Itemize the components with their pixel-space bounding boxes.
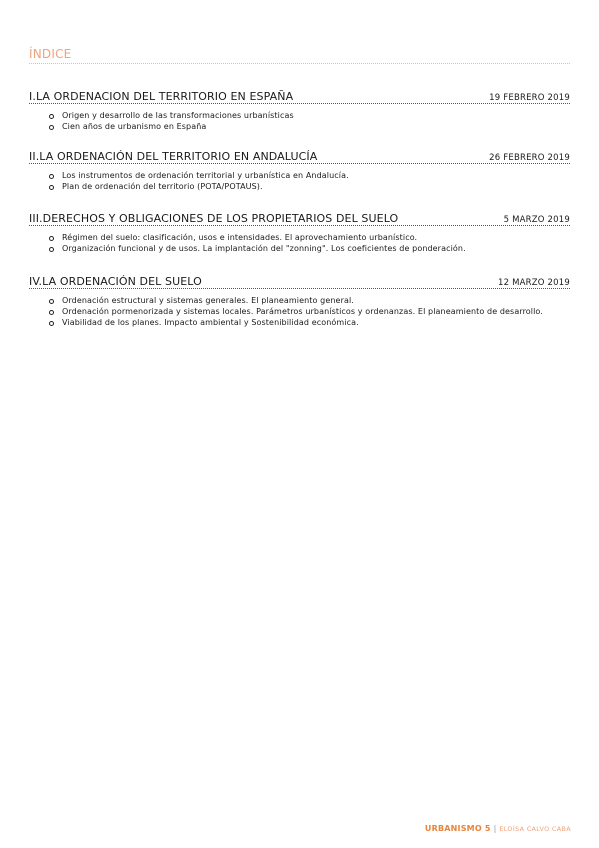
list-item: Cien años de urbanismo en España — [62, 121, 570, 132]
section-header — [29, 149, 570, 164]
page-footer — [425, 824, 571, 833]
section-3 — [29, 211, 570, 254]
list-item: Viabilidad de los planes. Impacto ambiental y Sostenibilidad económica. — [62, 317, 570, 328]
topic-list — [29, 170, 570, 192]
section-1 — [29, 89, 570, 132]
section-title: IV.LA ORDENACIÓN DEL SUELO — [29, 275, 202, 288]
section-date: 26 FEBRERO 2019 — [489, 153, 570, 163]
section-date: 19 FEBRERO 2019 — [489, 93, 570, 103]
topic-list — [29, 110, 570, 132]
list-item: Origen y desarrollo de las transformaciones urbanísticas — [62, 110, 570, 121]
list-item: Los instrumentos de ordenación territorial y urbanística en Andalucía. — [62, 170, 570, 181]
section-header — [29, 274, 570, 289]
list-item: Plan de ordenación del territorio (POTA/POTAUS). — [62, 181, 570, 192]
section-title: II.LA ORDENACIÓN DEL TERRITORIO EN ANDALUCÍA — [29, 150, 318, 163]
section-header — [29, 211, 570, 226]
list-item: Ordenación estructural y sistemas generales. El planeamiento general. — [62, 295, 570, 306]
section-header — [29, 89, 570, 104]
section-title: III.DERECHOS Y OBLIGACIONES DE LOS PROPIETARIOS DEL SUELO — [29, 212, 399, 225]
footer-course: URBANISMO 5 — [424, 824, 491, 833]
topic-list — [29, 232, 570, 254]
section-date: 5 MARZO 2019 — [503, 215, 570, 225]
topic-list — [29, 295, 570, 328]
list-item: Ordenación pormenorizada y sistemas locales. Parámetros urbanísticos y ordenanzas. El planeamiento de desarrollo. — [62, 306, 570, 317]
section-date: 12 MARZO 2019 — [497, 278, 570, 288]
list-item: Organización funcional y de usos. La implantación del "zonning". Los coeficientes de ponderación. — [62, 243, 570, 254]
index-heading: ÍNDICE — [29, 47, 570, 64]
footer-separator: | — [493, 824, 497, 833]
list-item: Régimen del suelo: clasificación, usos e intensidades. El aprovechamiento urbanístico. — [62, 232, 570, 243]
section-title: I.LA ORDENACION DEL TERRITORIO EN ESPAÑA — [29, 90, 294, 103]
section-2 — [29, 149, 570, 192]
section-4 — [29, 274, 570, 328]
footer-author: ELOÍSA CALVO CABA — [499, 825, 571, 833]
